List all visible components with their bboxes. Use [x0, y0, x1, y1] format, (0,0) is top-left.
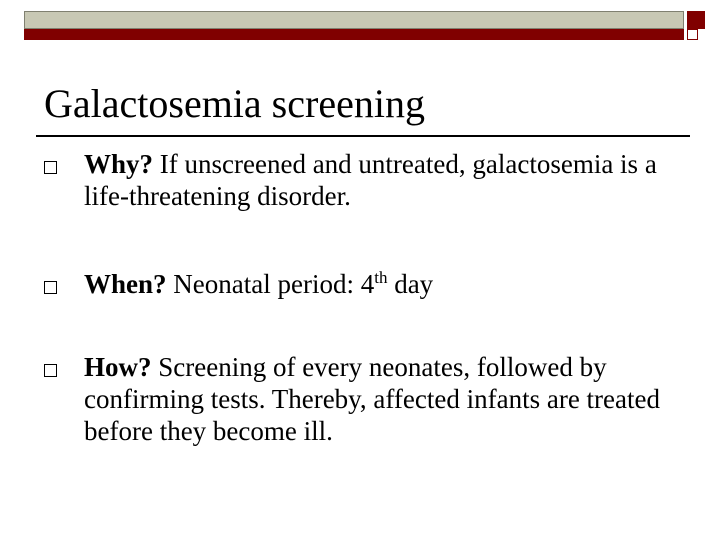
- bullet-superscript: th: [374, 268, 388, 287]
- bullet-text: [84, 148, 684, 212]
- bullet-why: [44, 148, 684, 212]
- header-decoration-bar: [24, 11, 684, 29]
- bullet-lead: How?: [84, 352, 152, 382]
- bullet-when: [44, 268, 684, 304]
- bullet-text: [84, 268, 684, 304]
- header-decoration-square: [687, 11, 705, 29]
- bullet-body: Screening of every neonates, followed by confirming tests. Thereby, affected infants are treated before they become ill.: [84, 352, 661, 446]
- bullet-how: [44, 351, 684, 447]
- header-decoration-stripe: [24, 29, 684, 40]
- bullet-text: [84, 351, 684, 447]
- title-divider: [36, 135, 690, 137]
- hollow-square-bullet-icon: [44, 161, 57, 174]
- bullet-body-end: day: [387, 269, 434, 299]
- bullet-lead: Why?: [84, 149, 154, 179]
- slide-title: Galactosemia screening: [44, 81, 425, 126]
- hollow-square-bullet-icon: [44, 364, 57, 377]
- bullet-body: Neonatal period: 4: [166, 269, 375, 299]
- bullet-body: If unscreened and untreated, galactosemia is a life-threatening disorder.: [84, 149, 657, 211]
- hollow-square-bullet-icon: [44, 281, 57, 294]
- header-decoration-square-outline: [687, 29, 698, 40]
- bullet-lead: When?: [84, 269, 167, 299]
